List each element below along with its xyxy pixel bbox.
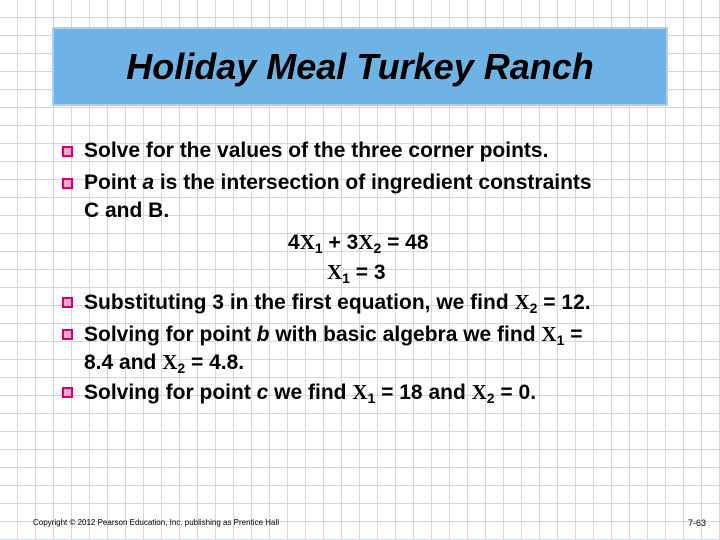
bullet-marker [62, 387, 73, 398]
bullet-text-2-cont: C and B. [84, 199, 170, 222]
title-box [52, 27, 668, 106]
bullet-marker [62, 329, 73, 340]
bullet-text-2: Point a is the intersection of ingredient constraints [84, 171, 592, 194]
equation-2: $X_1 = 3$ [327, 260, 386, 286]
bullet-text-4-cont: 8.4 and $X_2 = 4.8$. [84, 350, 245, 376]
page-number: 7-63 [687, 518, 706, 528]
bullet-marker [62, 297, 73, 308]
bullet-text-4: Solving for point b with basic algebra we find $X_1$ = [84, 322, 583, 348]
bullet-marker [62, 178, 73, 189]
copyright-footer: Copyright © 2012 Pearson Education, Inc. publishing as Prentice Hall [33, 518, 280, 527]
bullet-text-1: Solve for the values of the three corner points. [84, 139, 549, 162]
slide-title: Holiday Meal Turkey Ranch [126, 45, 594, 87]
equation-1: $4X_1 + 3X_2 = 48$ [288, 230, 429, 256]
bullet-marker [62, 146, 73, 157]
bullet-text-5: Solving for point c we find $X_1 = 18$ and $X_2 = 0$. [84, 380, 537, 406]
bullet-text-3: Substituting 3 in the first equation, we find $X_2 = 12$. [84, 290, 591, 316]
